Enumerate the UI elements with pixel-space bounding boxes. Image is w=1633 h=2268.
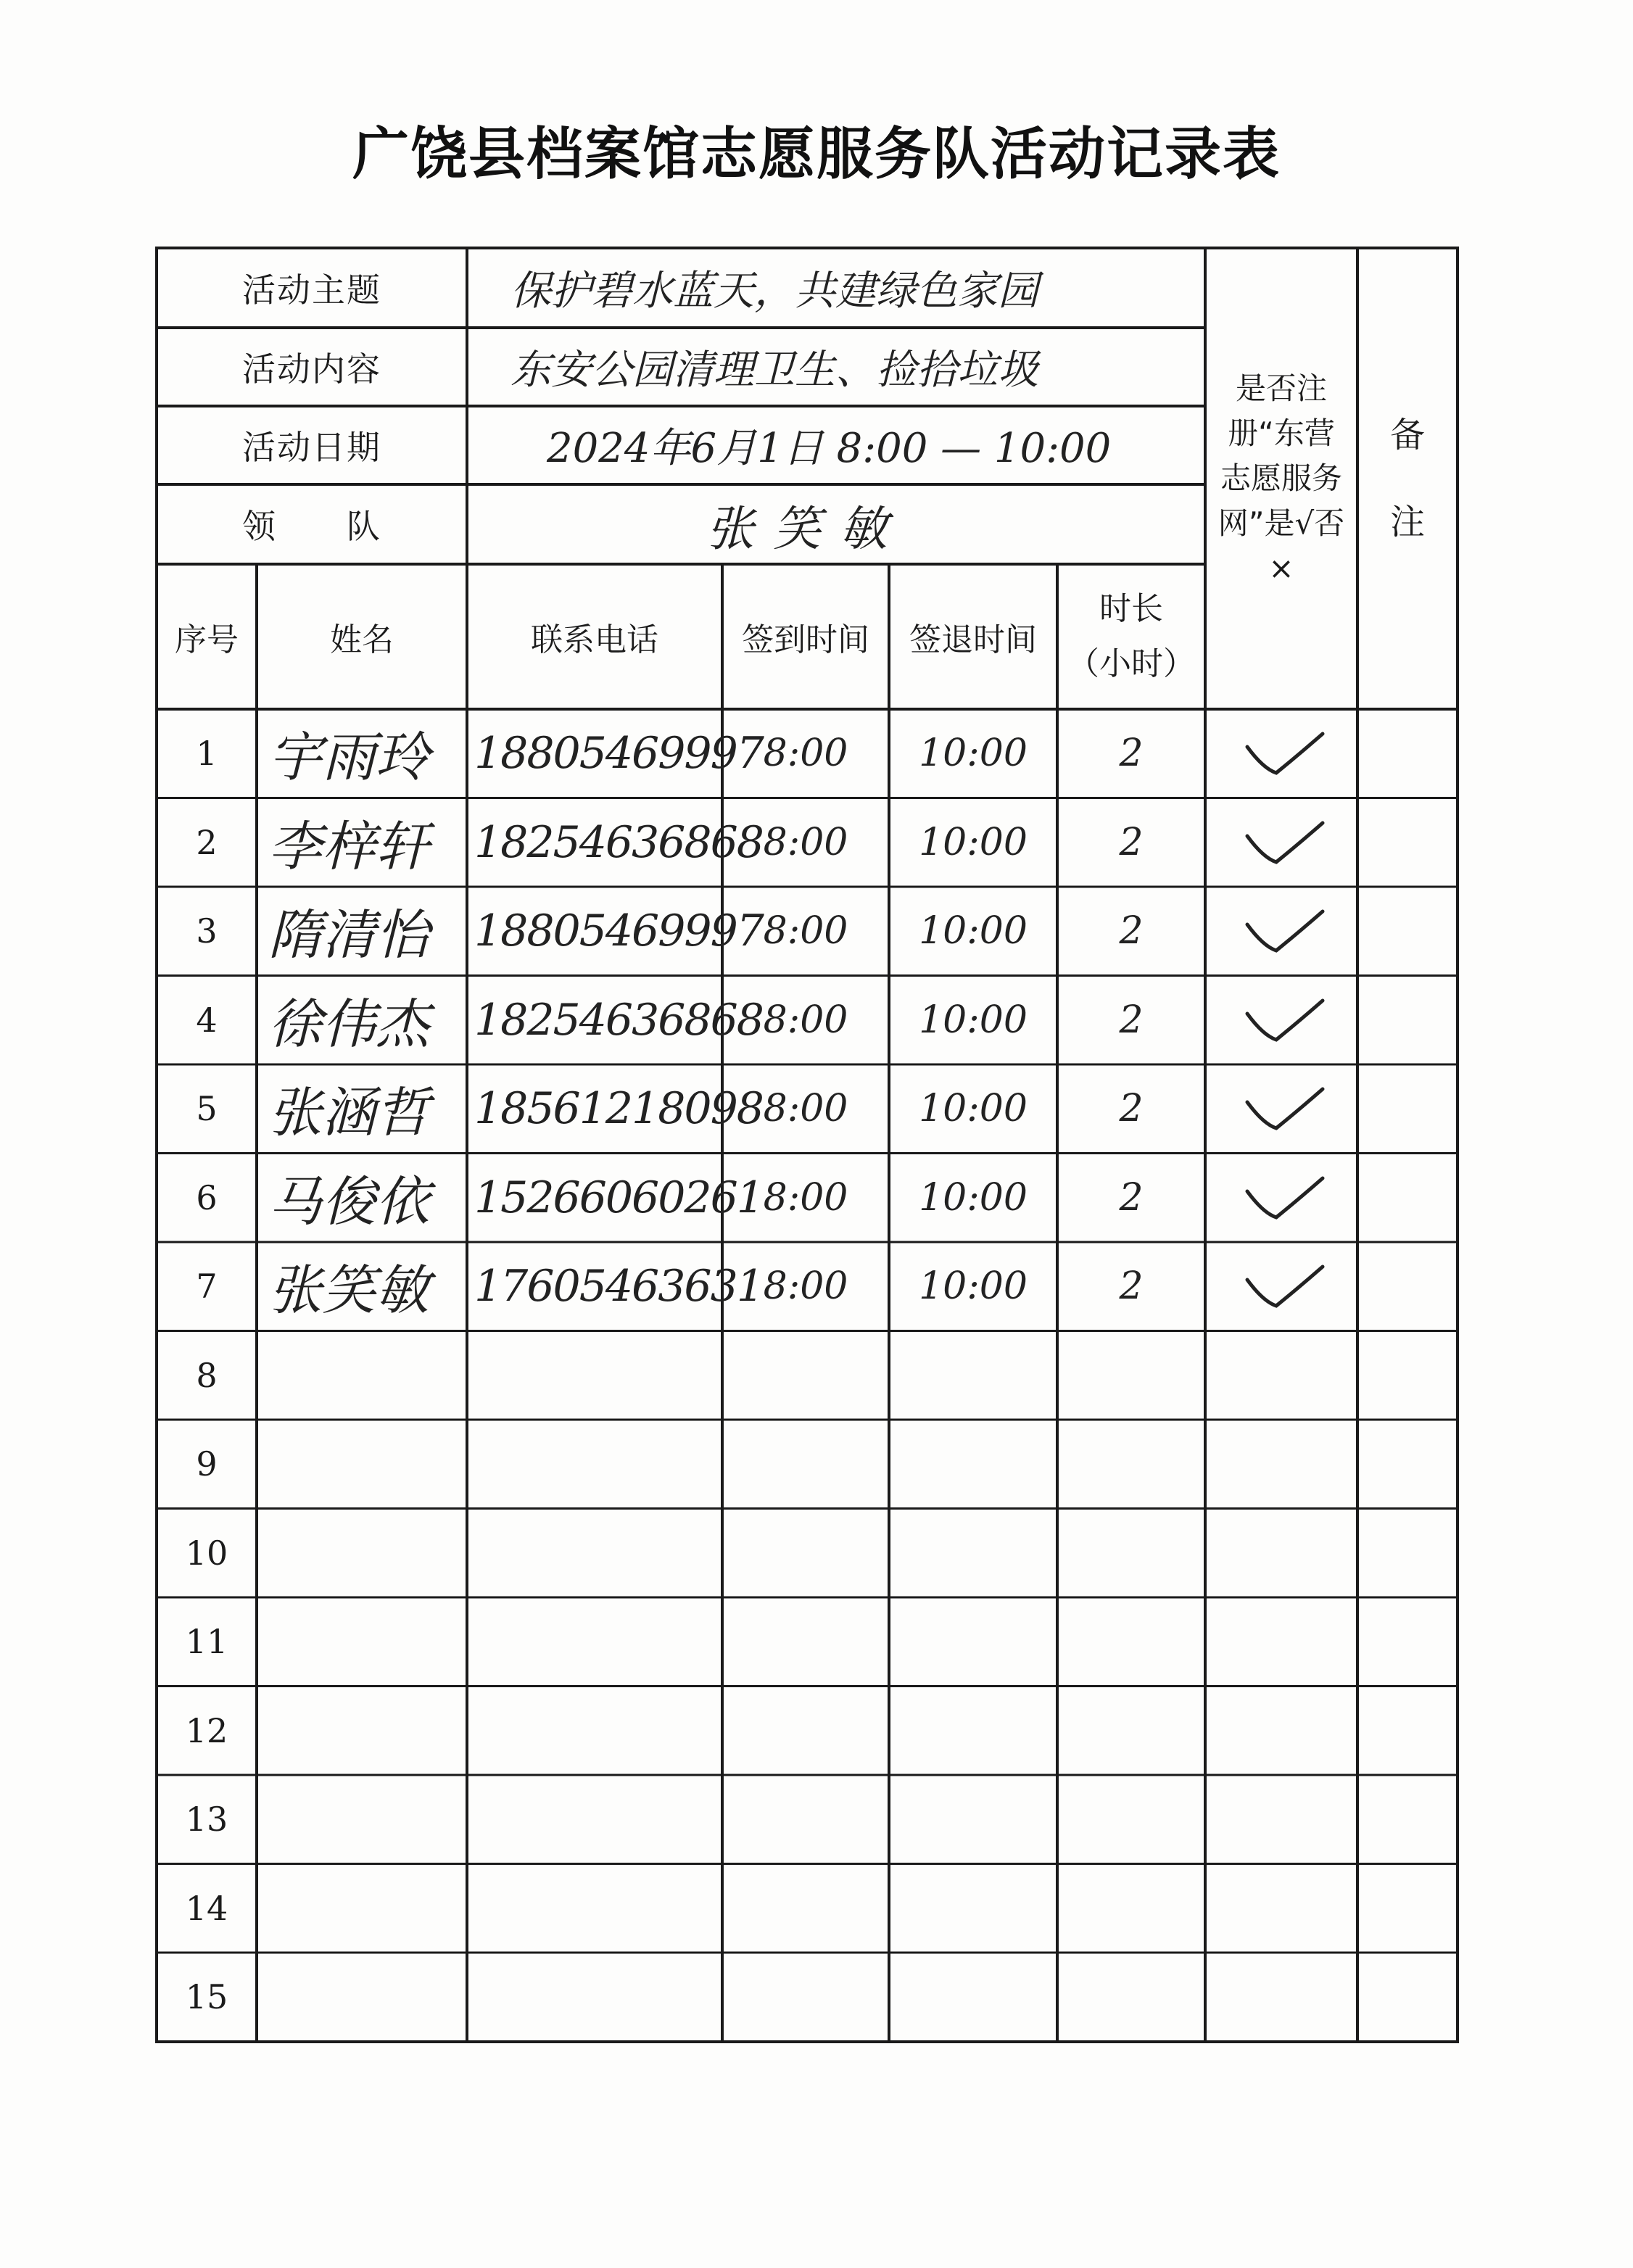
checkout-cell: 10:00: [919, 998, 1028, 1042]
phone-cell: [467, 1509, 722, 1598]
seq-cell: 8: [196, 1355, 218, 1395]
seq-cell: 14: [185, 1888, 228, 1928]
checkin-cell: [722, 1597, 889, 1686]
phone-cell: [467, 1686, 722, 1776]
checkout-cell: 10:00: [919, 1087, 1028, 1131]
name-cell: [257, 1775, 467, 1864]
checkmark-icon: [1241, 1170, 1328, 1228]
seq-cell: 12: [185, 1710, 228, 1750]
checkin-cell: 8:00: [763, 732, 848, 776]
checkout-cell: [889, 1597, 1057, 1686]
duration-header: [1057, 564, 1205, 709]
seq-header: 序号: [175, 621, 239, 658]
duration-cell: 2: [1119, 1265, 1144, 1309]
checkmark-icon: [1241, 725, 1328, 783]
phone-cell: [467, 1331, 722, 1420]
checkin-cell: [722, 1509, 889, 1598]
phone-cell: 18254636868: [474, 994, 763, 1046]
seq-cell: 1: [196, 734, 218, 774]
checkout-cell: [889, 1509, 1057, 1598]
phone-cell: [467, 1420, 722, 1509]
name-cell: [257, 1686, 467, 1776]
name-header: 姓名: [330, 621, 394, 658]
phone-cell: 17605463631: [474, 1261, 763, 1312]
checkin-cell: [722, 1775, 889, 1864]
duration-cell: [1057, 1509, 1205, 1598]
phone-cell: 18805469997: [474, 906, 763, 957]
seq-cell: 9: [196, 1444, 218, 1484]
phone-cell: [467, 1775, 722, 1864]
name-cell: 隋清怡: [268, 904, 429, 967]
checkin-cell: 8:00: [763, 1265, 848, 1309]
content-value: 东安公园清理卫生、捡拾垃圾: [510, 347, 1038, 394]
remark-header: 备注: [1389, 415, 1425, 542]
seq-cell: 3: [196, 911, 218, 951]
duration-cell: [1057, 1953, 1205, 2042]
checkout-cell: [889, 1775, 1057, 1864]
duration-cell: 2: [1119, 820, 1144, 864]
name-cell: 张涵哲: [268, 1082, 429, 1145]
form-title: 广饶县档案馆志愿服务队活动记录表: [352, 121, 1281, 187]
duration-header-line1: 时长: [1099, 590, 1163, 627]
seq-cell: 5: [196, 1089, 218, 1129]
phone-cell: [467, 1953, 722, 2042]
checkin-cell: [722, 1686, 889, 1776]
name-cell: [257, 1597, 467, 1686]
leader-value: 张笑敏: [706, 500, 906, 557]
phone-cell: [467, 1597, 722, 1686]
checkin-cell: 8:00: [763, 820, 848, 864]
duration-cell: 2: [1119, 732, 1144, 776]
topic-label: 活动主题: [242, 270, 381, 310]
checkout-cell: 10:00: [919, 1265, 1028, 1309]
checkin-cell: 8:00: [763, 909, 848, 953]
duration-cell: [1057, 1420, 1205, 1509]
seq-cell: 2: [196, 822, 218, 862]
checkin-cell: [722, 1420, 889, 1509]
duration-cell: [1057, 1775, 1205, 1864]
checkin-cell: 8:00: [763, 1087, 848, 1131]
seq-cell: 13: [185, 1800, 228, 1839]
registered-header: 是否注册“东营志愿服务网”是√否×: [1217, 371, 1345, 586]
name-cell: 马俊依: [268, 1170, 429, 1233]
name-cell: 李梓轩: [268, 815, 429, 878]
name-cell: [257, 1331, 467, 1420]
seq-cell: 10: [185, 1533, 228, 1573]
phone-cell: [467, 1864, 722, 1953]
name-cell: [257, 1864, 467, 1953]
checkin-cell: [722, 1953, 889, 2042]
seq-cell: 7: [196, 1267, 218, 1307]
seq-cell: 15: [185, 1977, 228, 2017]
seq-cell: 4: [196, 1000, 218, 1040]
duration-cell: [1057, 1686, 1205, 1776]
name-cell: [257, 1509, 467, 1598]
phone-cell: 15266060261: [474, 1172, 763, 1223]
checkout-cell: 10:00: [919, 732, 1028, 776]
phone-cell: 18805469997: [474, 728, 763, 779]
phone-cell: 18254636868: [474, 816, 763, 868]
duration-cell: 2: [1119, 909, 1144, 953]
checkmark-icon: [1241, 903, 1328, 961]
checkout-cell: [889, 1420, 1057, 1509]
checkout-cell: [889, 1686, 1057, 1776]
duration-header-line2: （小时）: [1067, 645, 1195, 682]
checkout-cell: [889, 1953, 1057, 2042]
duration-cell: 2: [1119, 1175, 1144, 1220]
duration-cell: [1057, 1331, 1205, 1420]
date-value: 2024年6月1日 8:00 — 10:00: [547, 425, 1112, 472]
name-cell: 徐伟杰: [268, 993, 429, 1056]
name-cell: [257, 1420, 467, 1509]
duration-cell: 2: [1119, 998, 1144, 1042]
checkout-cell: [889, 1331, 1057, 1420]
duration-cell: [1057, 1597, 1205, 1686]
checkout-cell: [889, 1864, 1057, 1953]
topic-value: 保护碧水蓝天，共建绿色家园: [510, 268, 1038, 315]
seq-cell: 6: [196, 1178, 218, 1217]
name-cell: 张笑敏: [268, 1259, 429, 1323]
checkout-cell: 10:00: [919, 1175, 1028, 1220]
duration-cell: 2: [1119, 1087, 1144, 1131]
checkin-cell: 8:00: [763, 1175, 848, 1220]
name-cell: [257, 1953, 467, 2042]
checkin-cell: 8:00: [763, 998, 848, 1042]
seq-cell: 11: [185, 1622, 228, 1662]
checkin-cell: [722, 1864, 889, 1953]
checkmark-icon: [1241, 992, 1328, 1050]
name-cell: 宇雨玲: [268, 727, 429, 790]
checkout-header: 签退时间: [909, 621, 1037, 658]
checkout-cell: 10:00: [919, 820, 1028, 864]
checkmark-icon: [1241, 1080, 1328, 1138]
checkmark-icon: [1241, 1258, 1328, 1316]
content-label: 活动内容: [242, 349, 381, 389]
checkmark-icon: [1241, 814, 1328, 872]
checkin-header: 签到时间: [742, 621, 869, 658]
phone-header: 联系电话: [531, 621, 658, 658]
leader-label: 领 队: [242, 507, 381, 546]
date-label: 活动日期: [242, 428, 381, 467]
duration-cell: [1057, 1864, 1205, 1953]
checkout-cell: 10:00: [919, 909, 1028, 953]
checkin-cell: [722, 1331, 889, 1420]
phone-cell: 18561218098: [474, 1083, 763, 1135]
